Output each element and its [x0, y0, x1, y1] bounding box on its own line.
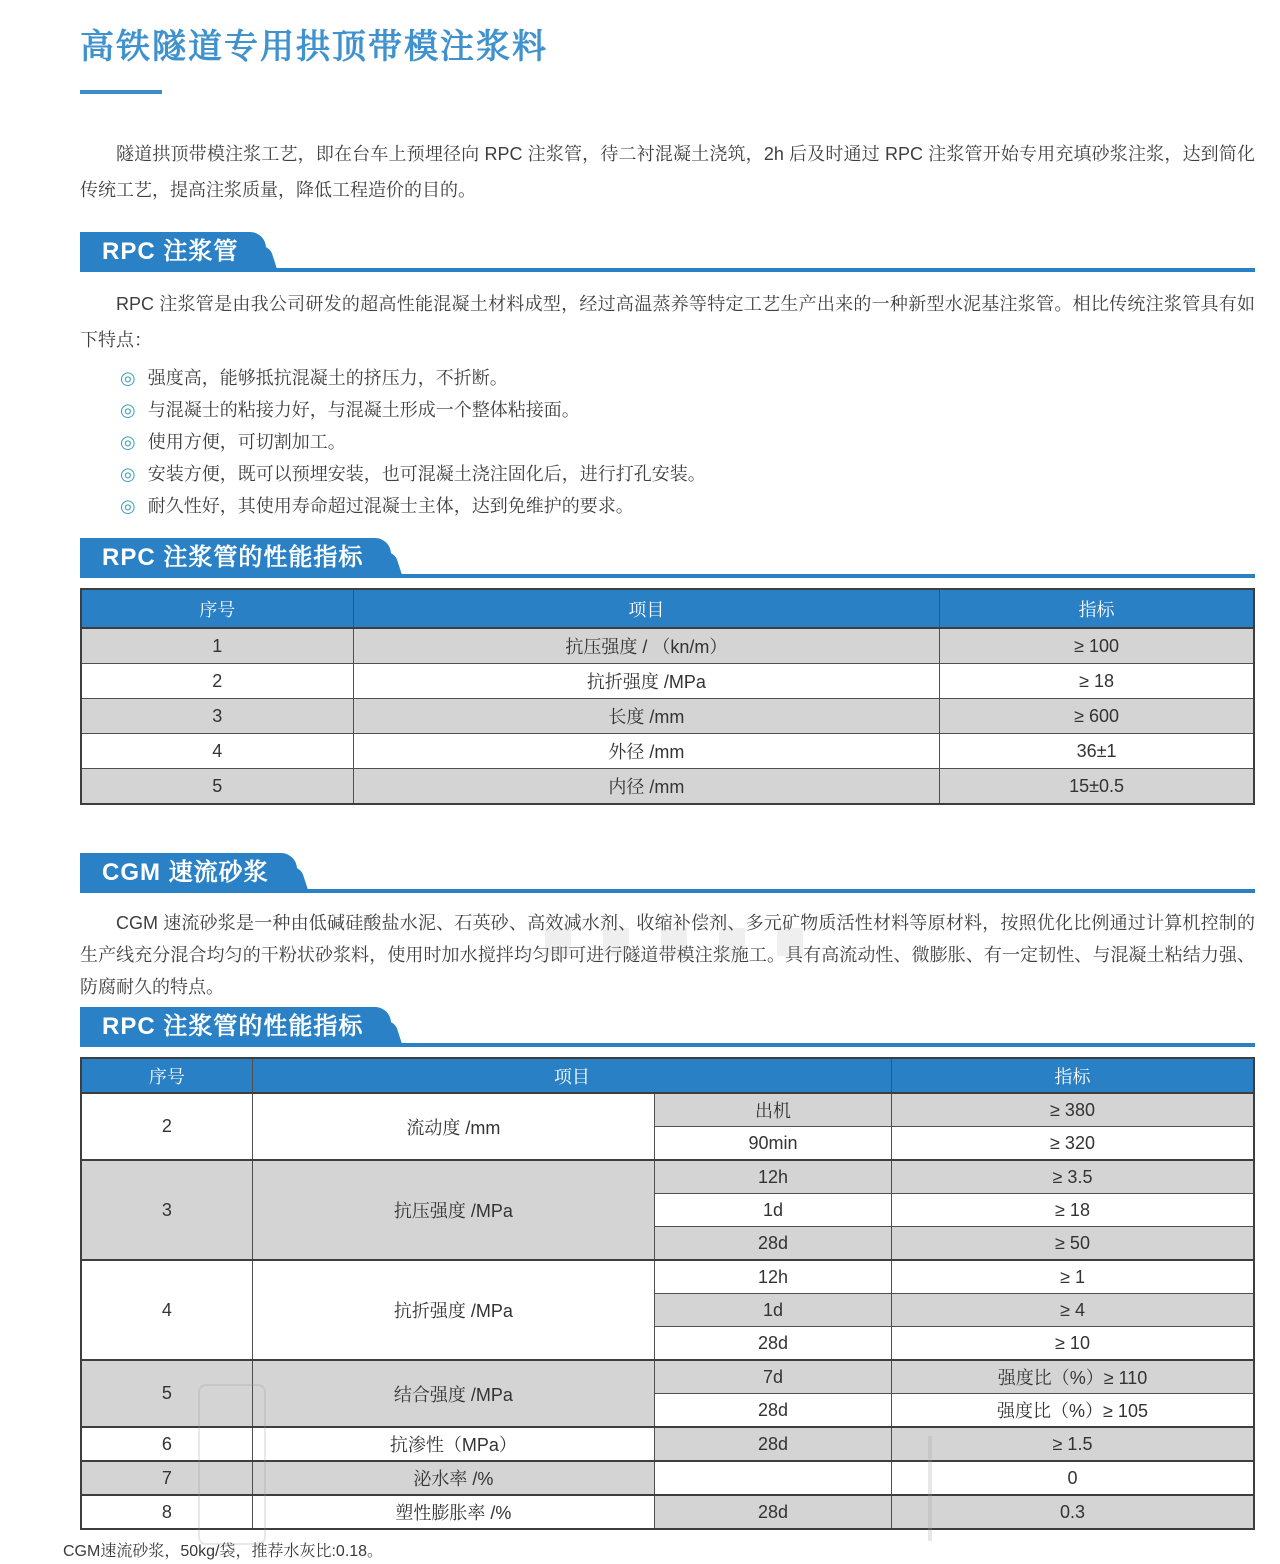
feature-text: 安装方便，既可以预埋安装，也可混凝土浇注固化后，进行打孔安装。	[147, 464, 706, 484]
item-cell: 抗折强度 /MPa	[252, 1260, 654, 1360]
section-tab-cgm: CGM 速流砂浆	[80, 853, 297, 893]
value-cell: ≥ 50	[892, 1227, 1254, 1261]
rpc-performance-table	[80, 588, 1255, 805]
condition-cell: 28d	[655, 1495, 892, 1529]
value-cell: ≥ 320	[892, 1127, 1254, 1161]
condition-cell: 28d	[655, 1427, 892, 1461]
item-cell: 流动度 /mm	[252, 1093, 654, 1160]
table-header-row	[81, 589, 1254, 628]
value-cell: ≥ 18	[940, 664, 1254, 699]
value-cell: ≥ 100	[940, 628, 1254, 664]
table-row	[81, 699, 1254, 734]
bullet-icon: ◎	[120, 400, 136, 420]
condition-cell: 28d	[655, 1227, 892, 1261]
section-tab-rpc: RPC 注浆管	[80, 232, 266, 272]
row-number-cell: 6	[81, 1427, 252, 1461]
condition-cell: 1d	[655, 1194, 892, 1227]
bullet-icon: ◎	[120, 496, 136, 516]
row-number-cell: 3	[81, 699, 353, 734]
item-cell: 结合强度 /MPa	[252, 1360, 654, 1427]
column-header: 项目	[252, 1058, 891, 1093]
cgm-performance-table	[80, 1057, 1255, 1530]
section-banner-rpc-table	[80, 538, 1255, 578]
row-number-cell: 3	[81, 1160, 252, 1260]
value-cell: ≥ 10	[892, 1327, 1254, 1361]
item-cell: 抗压强度 / （kn/m）	[353, 628, 940, 664]
table-row	[81, 1260, 1254, 1294]
value-cell: ≥ 18	[892, 1194, 1254, 1227]
row-number-cell: 5	[81, 1360, 252, 1427]
condition-cell: 12h	[655, 1260, 892, 1294]
row-number-cell: 8	[81, 1495, 252, 1529]
value-cell: ≥ 4	[892, 1294, 1254, 1327]
rpc-description: RPC 注浆管是由我公司研发的超高性能混凝土材料成型，经过高温蒸养等特定工艺生产出来的一种新型水泥基注浆管。相比传统注浆管具有如下特点：	[80, 294, 1255, 350]
table-row	[81, 1427, 1254, 1461]
cgm-description: CGM 速流砂浆是一种由低碱硅酸盐水泥、石英砂、高效减水剂、收缩补偿剂、多元矿物质活性材料等原材料，按照优化比例通过计算机控制的生产线充分混合均匀的干粉状砂浆料，使用时加水搅拌均匀即可进行隧道带模注浆施工。具有高流动性、微膨胀、有一定韧性、与混凝土粘结力强、防腐耐久的特点。	[80, 913, 1255, 997]
page-title: 高铁隧道专用拱顶带模注浆料	[80, 28, 548, 66]
row-number-cell: 1	[81, 628, 353, 664]
row-number-cell: 5	[81, 769, 353, 805]
value-cell: 强度比（%）≥ 110	[892, 1360, 1254, 1394]
item-cell: 外径 /mm	[353, 734, 940, 769]
item-cell: 抗压强度 /MPa	[252, 1160, 654, 1260]
value-cell: ≥ 380	[892, 1093, 1254, 1127]
row-number-cell: 2	[81, 664, 353, 699]
table-row	[81, 769, 1254, 805]
condition-cell: 12h	[655, 1160, 892, 1194]
row-number-cell: 2	[81, 1093, 252, 1160]
item-cell: 抗折强度 /MPa	[353, 664, 940, 699]
feature-text: 与混凝士的粘接力好，与混凝土形成一个整体粘接面。	[147, 400, 580, 420]
column-header: 序号	[81, 1058, 252, 1093]
condition-cell: 7d	[655, 1360, 892, 1394]
item-cell: 塑性膨胀率 /%	[252, 1495, 654, 1529]
condition-cell: 28d	[655, 1394, 892, 1428]
title-underline	[80, 90, 162, 94]
value-cell: 0.3	[892, 1495, 1254, 1529]
footer-note: CGM速流砂浆，50kg/袋，推荐水灰比:0.18。	[63, 1543, 384, 1560]
table-row	[81, 1461, 1254, 1495]
rpc-feature-list	[80, 362, 1255, 522]
condition-cell: 出机	[655, 1093, 892, 1127]
table-row	[81, 664, 1254, 699]
section-tab-rpc-table: RPC 注浆管的性能指标	[80, 538, 391, 578]
value-cell: 强度比（%）≥ 105	[892, 1394, 1254, 1428]
bullet-icon: ◎	[120, 432, 136, 452]
table-row	[81, 734, 1254, 769]
table-header-row	[81, 1058, 1254, 1093]
value-cell: 0	[892, 1461, 1254, 1495]
table-row	[81, 1160, 1254, 1194]
table-row	[81, 1360, 1254, 1394]
value-cell: ≥ 3.5	[892, 1160, 1254, 1194]
feature-text: 耐久性好，其使用寿命超过混凝士主体，达到免维护的要求。	[147, 496, 634, 516]
feature-text: 强度高，能够抵抗混凝土的挤压力，不折断。	[147, 368, 508, 388]
feature-item	[120, 362, 1255, 394]
column-header: 序号	[81, 589, 353, 628]
feature-item	[120, 394, 1255, 426]
bullet-icon: ◎	[120, 368, 136, 388]
table-row	[81, 1093, 1254, 1127]
feature-item	[120, 458, 1255, 490]
table-row	[81, 1495, 1254, 1529]
row-number-cell: 4	[81, 1260, 252, 1360]
feature-text: 使用方便，可切割加工。	[147, 432, 346, 452]
bullet-icon: ◎	[120, 464, 136, 484]
value-cell: ≥ 1.5	[892, 1427, 1254, 1461]
row-number-cell: 7	[81, 1461, 252, 1495]
value-cell: 15±0.5	[940, 769, 1254, 805]
column-header: 指标	[892, 1058, 1254, 1093]
table-row	[81, 628, 1254, 664]
value-cell: ≥ 1	[892, 1260, 1254, 1294]
section-banner-cgm	[80, 853, 1255, 893]
feature-item	[120, 426, 1255, 458]
row-number-cell: 4	[81, 734, 353, 769]
column-header: 指标	[940, 589, 1254, 628]
intro-paragraph: 隧道拱顶带模注浆工艺，即在台车上预埋径向 RPC 注浆管，待二衬混凝土浇筑，2h 后及时通过 RPC 注浆管开始专用充填砂浆注浆，达到简化传统工艺，提高注浆质量，降低工程造价的目的。	[80, 144, 1255, 200]
item-cell: 内径 /mm	[353, 769, 940, 805]
value-cell: ≥ 600	[940, 699, 1254, 734]
condition-cell: 28d	[655, 1327, 892, 1361]
item-cell: 泌水率 /%	[252, 1461, 654, 1495]
condition-cell: 90min	[655, 1127, 892, 1161]
feature-item	[120, 490, 1255, 522]
section-banner-cgm-table	[80, 1007, 1255, 1047]
section-tab-cgm-table: RPC 注浆管的性能指标	[80, 1007, 391, 1047]
section-banner-rpc	[80, 232, 1255, 272]
condition-cell	[655, 1461, 892, 1495]
condition-cell: 1d	[655, 1294, 892, 1327]
item-cell: 抗渗性（MPa）	[252, 1427, 654, 1461]
column-header: 项目	[353, 589, 940, 628]
value-cell: 36±1	[940, 734, 1254, 769]
item-cell: 长度 /mm	[353, 699, 940, 734]
